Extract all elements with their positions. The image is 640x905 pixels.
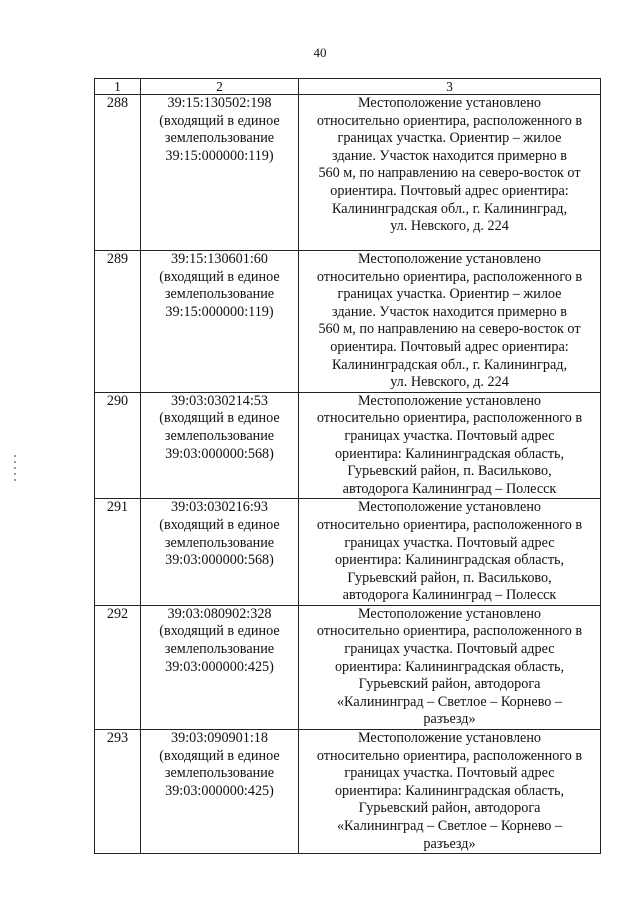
table-row	[95, 605, 601, 729]
description-line: границах участка. Почтовый адрес	[344, 765, 555, 782]
cadastral-line: землепользование	[164, 641, 275, 658]
description-line: ориентира. Почтовый адрес ориентира:	[330, 338, 569, 355]
cadastral-line: 39:15:000000:119)	[165, 147, 274, 164]
table-row	[95, 499, 601, 606]
description-line: Местоположение установлено	[357, 605, 542, 622]
cadastral-line: (входящий в единое	[159, 268, 280, 285]
table-header-row	[95, 79, 601, 95]
cadastral-line: (входящий в единое	[159, 112, 280, 129]
description-line: ориентира: Калининградская область,	[334, 445, 565, 462]
cadastral-line: 39:15:130601:60	[171, 251, 268, 267]
description-line: 560 м, по направлению на северо-восток от	[318, 165, 581, 182]
location-description-cell	[299, 499, 601, 606]
cadastral-line: 39:03:000000:425)	[165, 658, 274, 675]
cadastral-line: (входящий в единое	[159, 747, 280, 764]
description-line: «Калининград – Светлое – Корнево –	[336, 693, 563, 710]
description-line: Калининградская обл., г. Калининград,	[331, 356, 568, 373]
cadastral-line: 39:03:000000:568)	[165, 445, 274, 462]
description-line: границах участка. Почтовый адрес	[344, 534, 555, 551]
location-description-cell	[299, 730, 601, 854]
description-line: здание. Участок находится примерно в	[331, 303, 568, 320]
description-line: ориентира: Калининградская область,	[334, 552, 565, 569]
table-row	[95, 95, 601, 251]
description-line: Местоположение установлено	[357, 251, 542, 267]
cadastral-line: 39:03:090901:18	[171, 730, 268, 747]
description-line: Местоположение установлено	[357, 392, 542, 409]
cadastral-line: землепользование	[164, 130, 275, 147]
description-line: разъезд»	[423, 835, 476, 852]
description-line: границах участка. Почтовый адрес	[344, 427, 555, 444]
table-row	[95, 251, 601, 393]
row-number: 289	[95, 251, 141, 393]
description-line: ул. Невского, д. 224	[390, 218, 509, 235]
table-row	[95, 392, 601, 499]
header-cell-number: 1	[95, 79, 141, 95]
description-line: относительно ориентира, расположенного в	[316, 623, 583, 640]
cadastral-line: (входящий в единое	[159, 516, 280, 533]
cadastral-line: землепользование	[164, 534, 275, 551]
cadastral-line: 39:15:000000:119)	[165, 303, 274, 320]
cadastral-line: (входящий в единое	[159, 623, 280, 640]
cadastral-line: 39:03:030214:53	[171, 392, 268, 409]
cadastral-line: 39:15:130502:198	[167, 95, 272, 111]
location-description-cell	[299, 392, 601, 499]
cadastral-line: (входящий в единое	[159, 410, 280, 427]
description-line: автодорога Калининград – Полесск	[342, 587, 557, 604]
description-line: границах участка. Ориентир – жилое	[337, 286, 562, 303]
description-line: Местоположение установлено	[357, 730, 542, 747]
description-line: автодорога Калининград – Полесск	[342, 480, 557, 497]
cadastral-number-cell	[141, 730, 299, 854]
header-cell-description: 3	[299, 79, 601, 95]
table-body	[95, 79, 601, 854]
cadastral-line: землепользование	[164, 286, 275, 303]
description-line: ориентира: Калининградская область,	[334, 658, 565, 675]
row-number: 291	[95, 499, 141, 606]
description-line: ориентира. Почтовый адрес ориентира:	[330, 182, 569, 199]
margin-mark	[14, 455, 16, 481]
cadastral-number-cell	[141, 392, 299, 499]
description-line: Местоположение установлено	[357, 95, 542, 111]
row-number: 293	[95, 730, 141, 854]
description-line: относительно ориентира, расположенного в	[316, 268, 583, 285]
table-row	[95, 730, 601, 854]
description-line: Гурьевский район, п. Васильково,	[347, 569, 552, 586]
row-number: 290	[95, 392, 141, 499]
cadastral-line: 39:03:080902:328	[167, 605, 272, 622]
description-line: 560 м, по направлению на северо-восток от	[318, 321, 581, 338]
land-plots-table	[94, 78, 601, 854]
description-line: разъезд»	[423, 711, 476, 728]
cadastral-line: 39:03:030216:93	[171, 499, 268, 516]
cadastral-number-cell	[141, 499, 299, 606]
cadastral-number-cell	[141, 605, 299, 729]
cadastral-number-cell	[141, 95, 299, 251]
header-cell-cadastral: 2	[141, 79, 299, 95]
description-line: Калининградская обл., г. Калининград,	[331, 200, 568, 217]
description-line: ориентира: Калининградская область,	[334, 782, 565, 799]
description-line: Гурьевский район, п. Васильково,	[347, 463, 552, 480]
description-line: Гурьевский район, автодорога	[358, 676, 541, 693]
cadastral-line: 39:03:000000:425)	[165, 782, 274, 799]
cadastral-line: землепользование	[164, 427, 275, 444]
row-number: 292	[95, 605, 141, 729]
description-line: границах участка. Почтовый адрес	[344, 641, 555, 658]
location-description-cell	[299, 251, 601, 393]
description-line: относительно ориентира, расположенного в	[316, 112, 583, 129]
description-line: относительно ориентира, расположенного в	[316, 516, 583, 533]
description-line: ул. Невского, д. 224	[390, 374, 509, 391]
cadastral-line: 39:03:000000:568)	[165, 552, 274, 569]
description-line: здание. Участок находится примерно в	[331, 147, 568, 164]
description-line: Гурьевский район, автодорога	[358, 800, 541, 817]
description-line: Местоположение установлено	[357, 499, 542, 516]
location-description-cell	[299, 95, 601, 251]
description-line: относительно ориентира, расположенного в	[316, 747, 583, 764]
cadastral-line: землепользование	[164, 765, 275, 782]
cadastral-number-cell	[141, 251, 299, 393]
description-line: «Калининград – Светлое – Корнево –	[336, 818, 563, 834]
location-description-cell	[299, 605, 601, 729]
row-number: 288	[95, 95, 141, 251]
description-line: границах участка. Ориентир – жилое	[337, 130, 562, 147]
page-number: 40	[313, 45, 327, 60]
description-line: относительно ориентира, расположенного в	[316, 410, 583, 427]
